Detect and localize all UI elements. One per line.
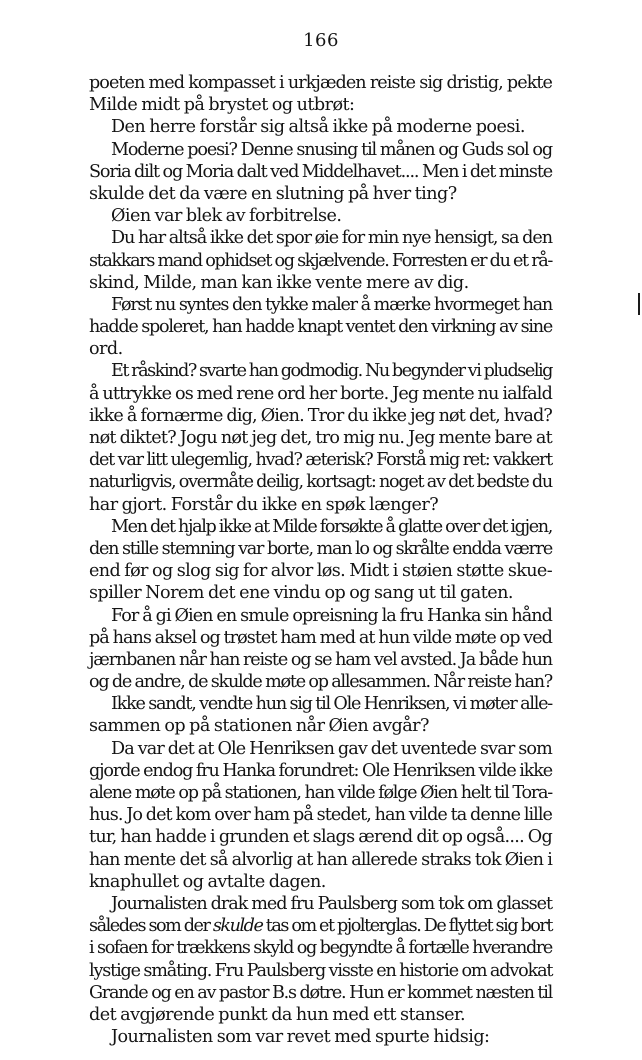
text-line: Den herre forstår sig altså ikke på moderne poesi. <box>111 117 525 138</box>
text-line: ikke å fornærme dig, Øien. Tror du ikke jeg nøt det, hvad? <box>89 405 552 426</box>
text-line: i sofaen for trækkens skyld og begyndte å fortælle hverandre <box>89 938 552 959</box>
text-line: poeten med kompasset i urkjæden reiste sig dristig, pekte <box>89 73 552 93</box>
text-line: Moderne poesi? Denne snusing til månen og Guds sol og <box>111 139 552 160</box>
text-line: ord. <box>89 339 123 360</box>
emphasized-word: skulde <box>212 916 263 937</box>
page-number: 166 <box>303 30 339 51</box>
text-line: hadde spoleret, han hadde knapt ventet den virkning av sine <box>89 317 552 338</box>
text-line: Journalisten drak med fru Paulsberg som tok om glasset <box>111 893 552 914</box>
text-line: knaphullet og avtalte dagen. <box>89 871 326 892</box>
text-line: naturligvis, overmåte deilig, kortsagt: noget av det bedste du <box>89 472 552 493</box>
text-line: det var litt ulegemlig, hvad? æterisk? Forstå mig ret: vakkert <box>89 450 552 471</box>
text-line: Milde midt på brystet og utbrøt: <box>89 95 355 116</box>
text-line: Grande og en av pastor B.s døtre. Hun er kommet næsten til <box>89 982 552 1003</box>
text-line: sammen op på stationen når Øien avgår? <box>89 716 429 737</box>
text-line: Soria dilt og Moria dalt ved Middelhavet.... Men i det minste <box>89 161 552 182</box>
text-line: og de andre, de skulde møte op allesammen. Når reiste han? <box>89 672 552 693</box>
text-line: den stille stemning var borte, man lo og skrålte endda værre <box>89 538 552 559</box>
text-line: gjorde endog fru Hanka forundret: Ole Henriksen vilde ikke <box>89 760 552 781</box>
text-line: Du har altså ikke det spor øie for min nye hensigt, sa den <box>111 228 552 249</box>
text-line: det avgjørende punkt da hun med ett stanser. <box>89 1004 465 1025</box>
text-line: alene møte op på stationen, han vilde følge Øien helt til Tora- <box>89 783 552 803</box>
page-edge-mark <box>638 293 640 315</box>
text-line: stakkars mand ophidset og skjælvende. Forresten er du et rå- <box>89 250 552 271</box>
text-line: hus. Jo det kom over ham på stedet, han vilde ta denne lille <box>89 805 552 826</box>
text-line: å uttrykke os med rene ord her borte. Jeg mente nu ialfald <box>89 383 552 404</box>
body-text <box>89 72 552 1048</box>
text-line: således som der skulde tas om et pjolterglas. De flyttet sig bort <box>89 916 552 937</box>
text-line: nøt diktet? Jogu nøt jeg det, tro mig nu. Jeg mente bare at <box>89 428 552 448</box>
text-line: end før og slog sig for alvor løs. Midt i støien støtte skue- <box>89 561 552 582</box>
text-line: Et råskind? svarte han godmodig. Nu begynder vi pludselig <box>111 361 552 382</box>
text-line: spiller Norem det ene vindu op og sang ut til gaten. <box>89 583 513 604</box>
text-line: skulde det da være en slutning på hver ting? <box>89 183 457 204</box>
text-line: lystige småting. Fru Paulsberg visste en historie om advokat <box>89 960 553 981</box>
text-line: på hans aksel og trøstet ham med at hun vilde møte op ved <box>89 627 552 648</box>
text-line: Men det hjalp ikke at Milde forsøkte å glatte over det igjen, <box>111 516 552 537</box>
text-line: han mente det så alvorlig at han allerede straks tok Øien i <box>89 849 552 870</box>
text-line: Journalisten som var revet med spurte hidsig: <box>111 1027 490 1048</box>
text-line: Ikke sandt, vendte hun sig til Ole Henriksen, vi møter alle- <box>111 694 552 715</box>
text-line: For å gi Øien en smule opreisning la fru Hanka sin hånd <box>111 605 552 626</box>
text-line: tur, han hadde i grunden et slags ærend dit op også.... Og <box>89 827 552 848</box>
text-line: skind, Milde, man kan ikke vente mere av dig. <box>89 272 469 293</box>
text-line: jærnbanen når han reiste og se ham vel avsted. Ja både hun <box>89 649 552 670</box>
text-line: Først nu syntes den tykke maler å mærke hvormeget han <box>111 294 552 315</box>
text-line: Da var det at Ole Henriksen gav det uventede svar som <box>111 738 552 759</box>
text-line: har gjort. Forstår du ikke en spøk længer? <box>89 494 439 515</box>
text-line: Øien var blek av forbitrelse. <box>111 206 342 227</box>
